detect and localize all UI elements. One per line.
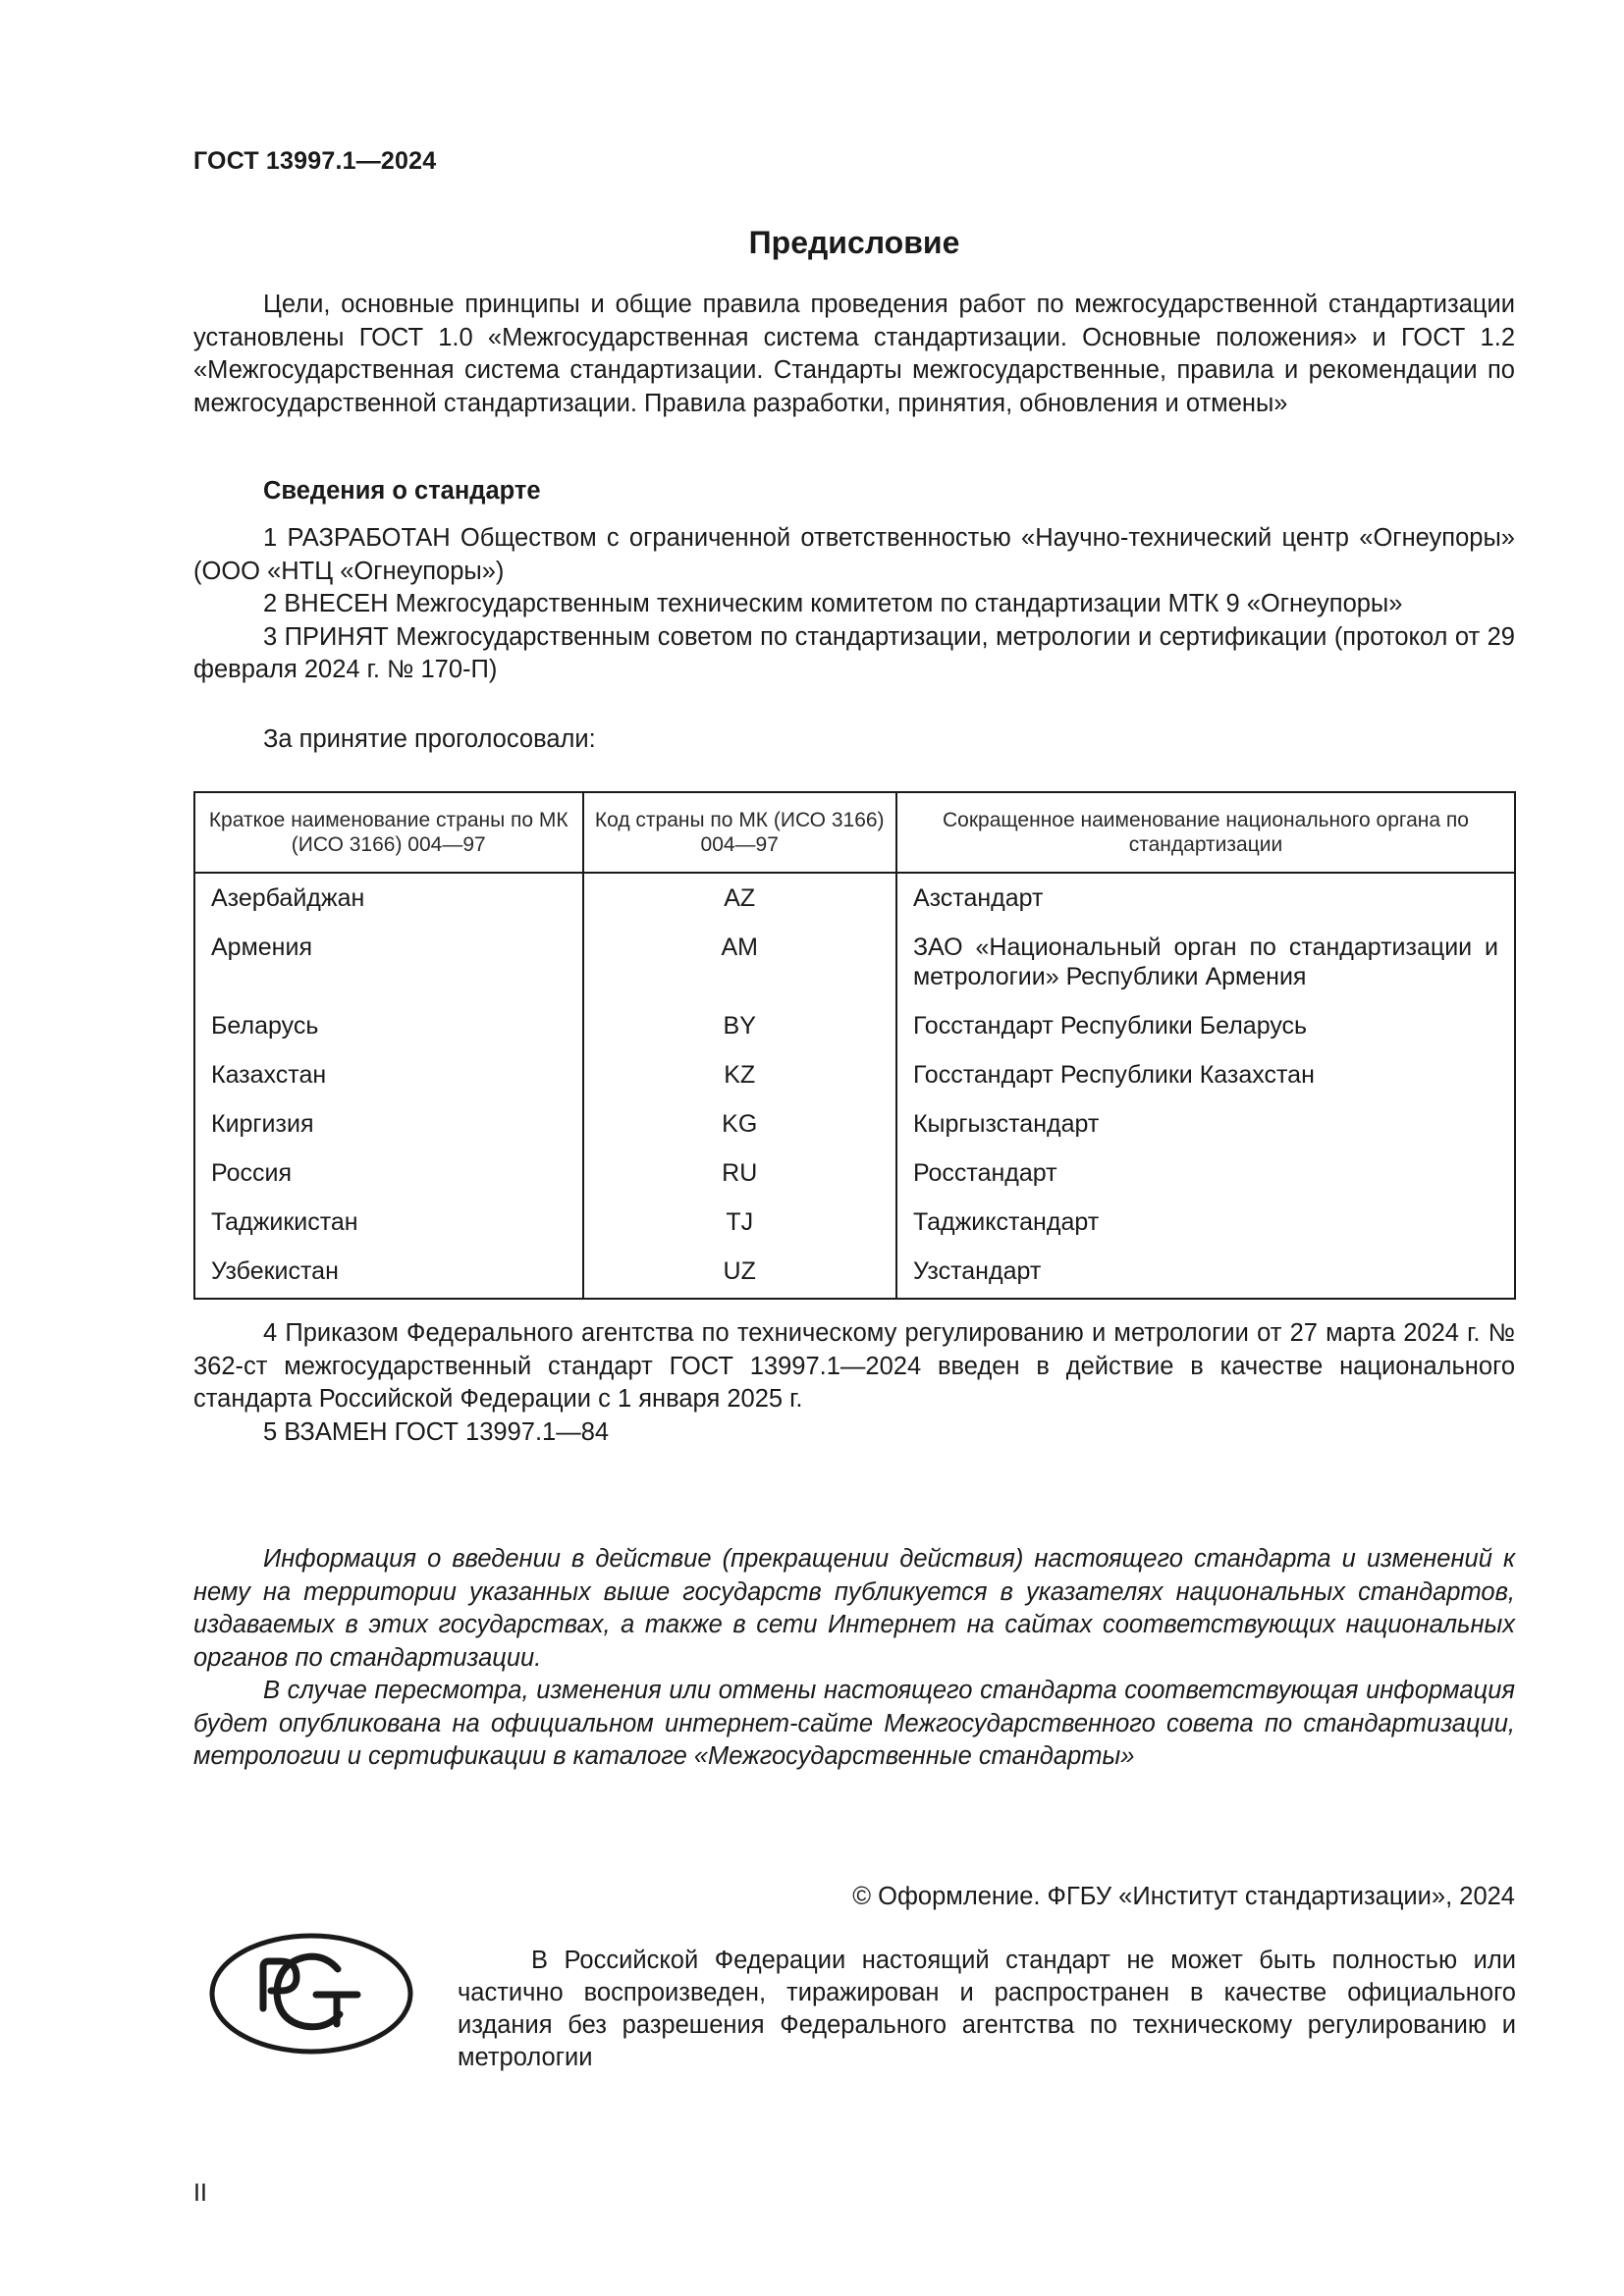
national-body: Госстандарт Республики Беларусь — [896, 1011, 1515, 1060]
country-code: TJ — [583, 1207, 896, 1256]
item-replaces: 5 ВЗАМЕН ГОСТ 13997.1—84 — [263, 1417, 610, 1446]
country-code: RU — [583, 1158, 896, 1207]
header-country-code: Код страны по МК (ИСО 3166) 004—97 — [583, 792, 896, 873]
rst-logo-icon — [208, 1932, 414, 2056]
country-name: Казахстан — [194, 1060, 583, 1109]
standard-items-block — [193, 522, 1515, 687]
foreword-intro-block — [193, 289, 1515, 420]
country-name: Беларусь — [194, 1011, 583, 1060]
table-row — [194, 1060, 1515, 1109]
national-body: Узстандарт — [896, 1256, 1515, 1299]
item-developed: 1 РАЗРАБОТАН Обществом с ограниченной ответственностью «Научно-технический центр «Огнеупоры» (ООО «НТЦ «Огнеупоры») — [193, 524, 1515, 585]
foreword-title: Предисловие — [748, 225, 960, 260]
country-code: KG — [583, 1109, 896, 1158]
country-code: AZ — [583, 873, 896, 933]
voting-countries-table — [193, 791, 1516, 1300]
table-row — [194, 1011, 1515, 1060]
country-name: Азербайджан — [194, 873, 583, 933]
document-id-header: ГОСТ 13997.1—2024 — [193, 147, 437, 175]
copyright-line: © Оформление. ФГБУ «Институт стандартизации», 2024 — [852, 1883, 1515, 1910]
enactment-block — [193, 1317, 1515, 1449]
table-row — [194, 1256, 1515, 1299]
country-code: AM — [583, 933, 896, 1011]
publication-info-paragraph: Информация о введении в действие (прекращении действия) настоящего стандарта и изменений к нему на территории указанных выше государств публикуется в указателях национальных стандартов, издаваемых в этих государствах, а также в сети Интернет на сайтах соответствующих национальных органов по стандартизации. — [193, 1545, 1515, 1672]
table-row — [194, 933, 1515, 1011]
foreword-intro: Цели, основные принципы и общие правила проведения работ по межгосударственной стандартизации установлены ГОСТ 1.0 «Межгосударственная система стандартизации. Основные положения» и ГОСТ 1.2 «Межгосударственная система стандартизации. Стандарты межгосударственные, правила и рекомендации по межгосударственной стандартизации. Правила разработки, принятия, обновления и отмены» — [193, 291, 1515, 417]
national-body: Кыргызстандарт — [896, 1109, 1515, 1158]
revision-info-paragraph: В случае пересмотра, изменения или отмены настоящего стандарта соответствующая информация будет опубликована на официальном интернет-сайте Межгосударственного совета по стандартизации, метрологии и сертификации в каталоге «Межгосударственные стандарты» — [193, 1677, 1515, 1770]
page-number: II — [193, 2179, 207, 2207]
reproduction-notice — [458, 1945, 1516, 2074]
country-name: Россия — [194, 1158, 583, 1207]
item-adopted: 3 ПРИНЯТ Межгосударственным советом по стандартизации, метрологии и сертификации (протокол от 29 февраля 2024 г. № 170-П) — [193, 622, 1515, 683]
publication-info-block — [193, 1543, 1515, 1774]
table-row — [194, 1158, 1515, 1207]
country-name: Армения — [194, 933, 583, 1011]
country-code: KZ — [583, 1060, 896, 1109]
national-body: Госстандарт Республики Казахстан — [896, 1060, 1515, 1109]
voted-for-label: За принятие проголосовали: — [263, 725, 596, 753]
standard-info-block — [193, 475, 1515, 508]
voted-line-block — [193, 723, 1515, 757]
country-code: UZ — [583, 1256, 896, 1299]
item-introduced: 2 ВНЕСЕН Межгосударственным техническим комитетом по стандартизации МТК 9 «Огнеупоры» — [263, 590, 1403, 617]
table-header-row — [194, 792, 1515, 873]
country-code: BY — [583, 1011, 896, 1060]
country-name: Киргизия — [194, 1109, 583, 1158]
table-row — [194, 873, 1515, 933]
standard-info-heading: Сведения о стандарте — [263, 477, 541, 505]
national-body: Росстандарт — [896, 1158, 1515, 1207]
table-row — [194, 1207, 1515, 1256]
national-body: Таджикстандарт — [896, 1207, 1515, 1256]
country-name: Узбекистан — [194, 1256, 583, 1299]
header-country-name: Краткое наименование страны по МК (ИСО 3166) 004—97 — [194, 792, 583, 873]
header-national-body: Сокращенное наименование национального органа по стандартизации — [896, 792, 1515, 873]
rst-certification-logo — [208, 1932, 414, 2056]
item-enacted: 4 Приказом Федерального агентства по техническому регулированию и метрологии от 27 марта 2024 г. № 362-ст межгосударственный стандарт ГОСТ 13997.1—2024 введен в действие в качестве национального стандарта Российской Федерации с 1 января 2025 г. — [193, 1319, 1515, 1413]
table-row — [194, 1109, 1515, 1158]
national-body: Азстандарт — [896, 873, 1515, 933]
national-body: ЗАО «Национальный орган по стандартизации и метрологии» Республики Армения — [896, 933, 1515, 1011]
reproduction-notice-text: В Российской Федерации настоящий стандарт не может быть полностью или частично воспроизведен, тиражирован и распространен в качестве официального издания без разрешения Федерального агентства по техническому регулированию и метрологии — [458, 1947, 1516, 2071]
country-name: Таджикистан — [194, 1207, 583, 1256]
